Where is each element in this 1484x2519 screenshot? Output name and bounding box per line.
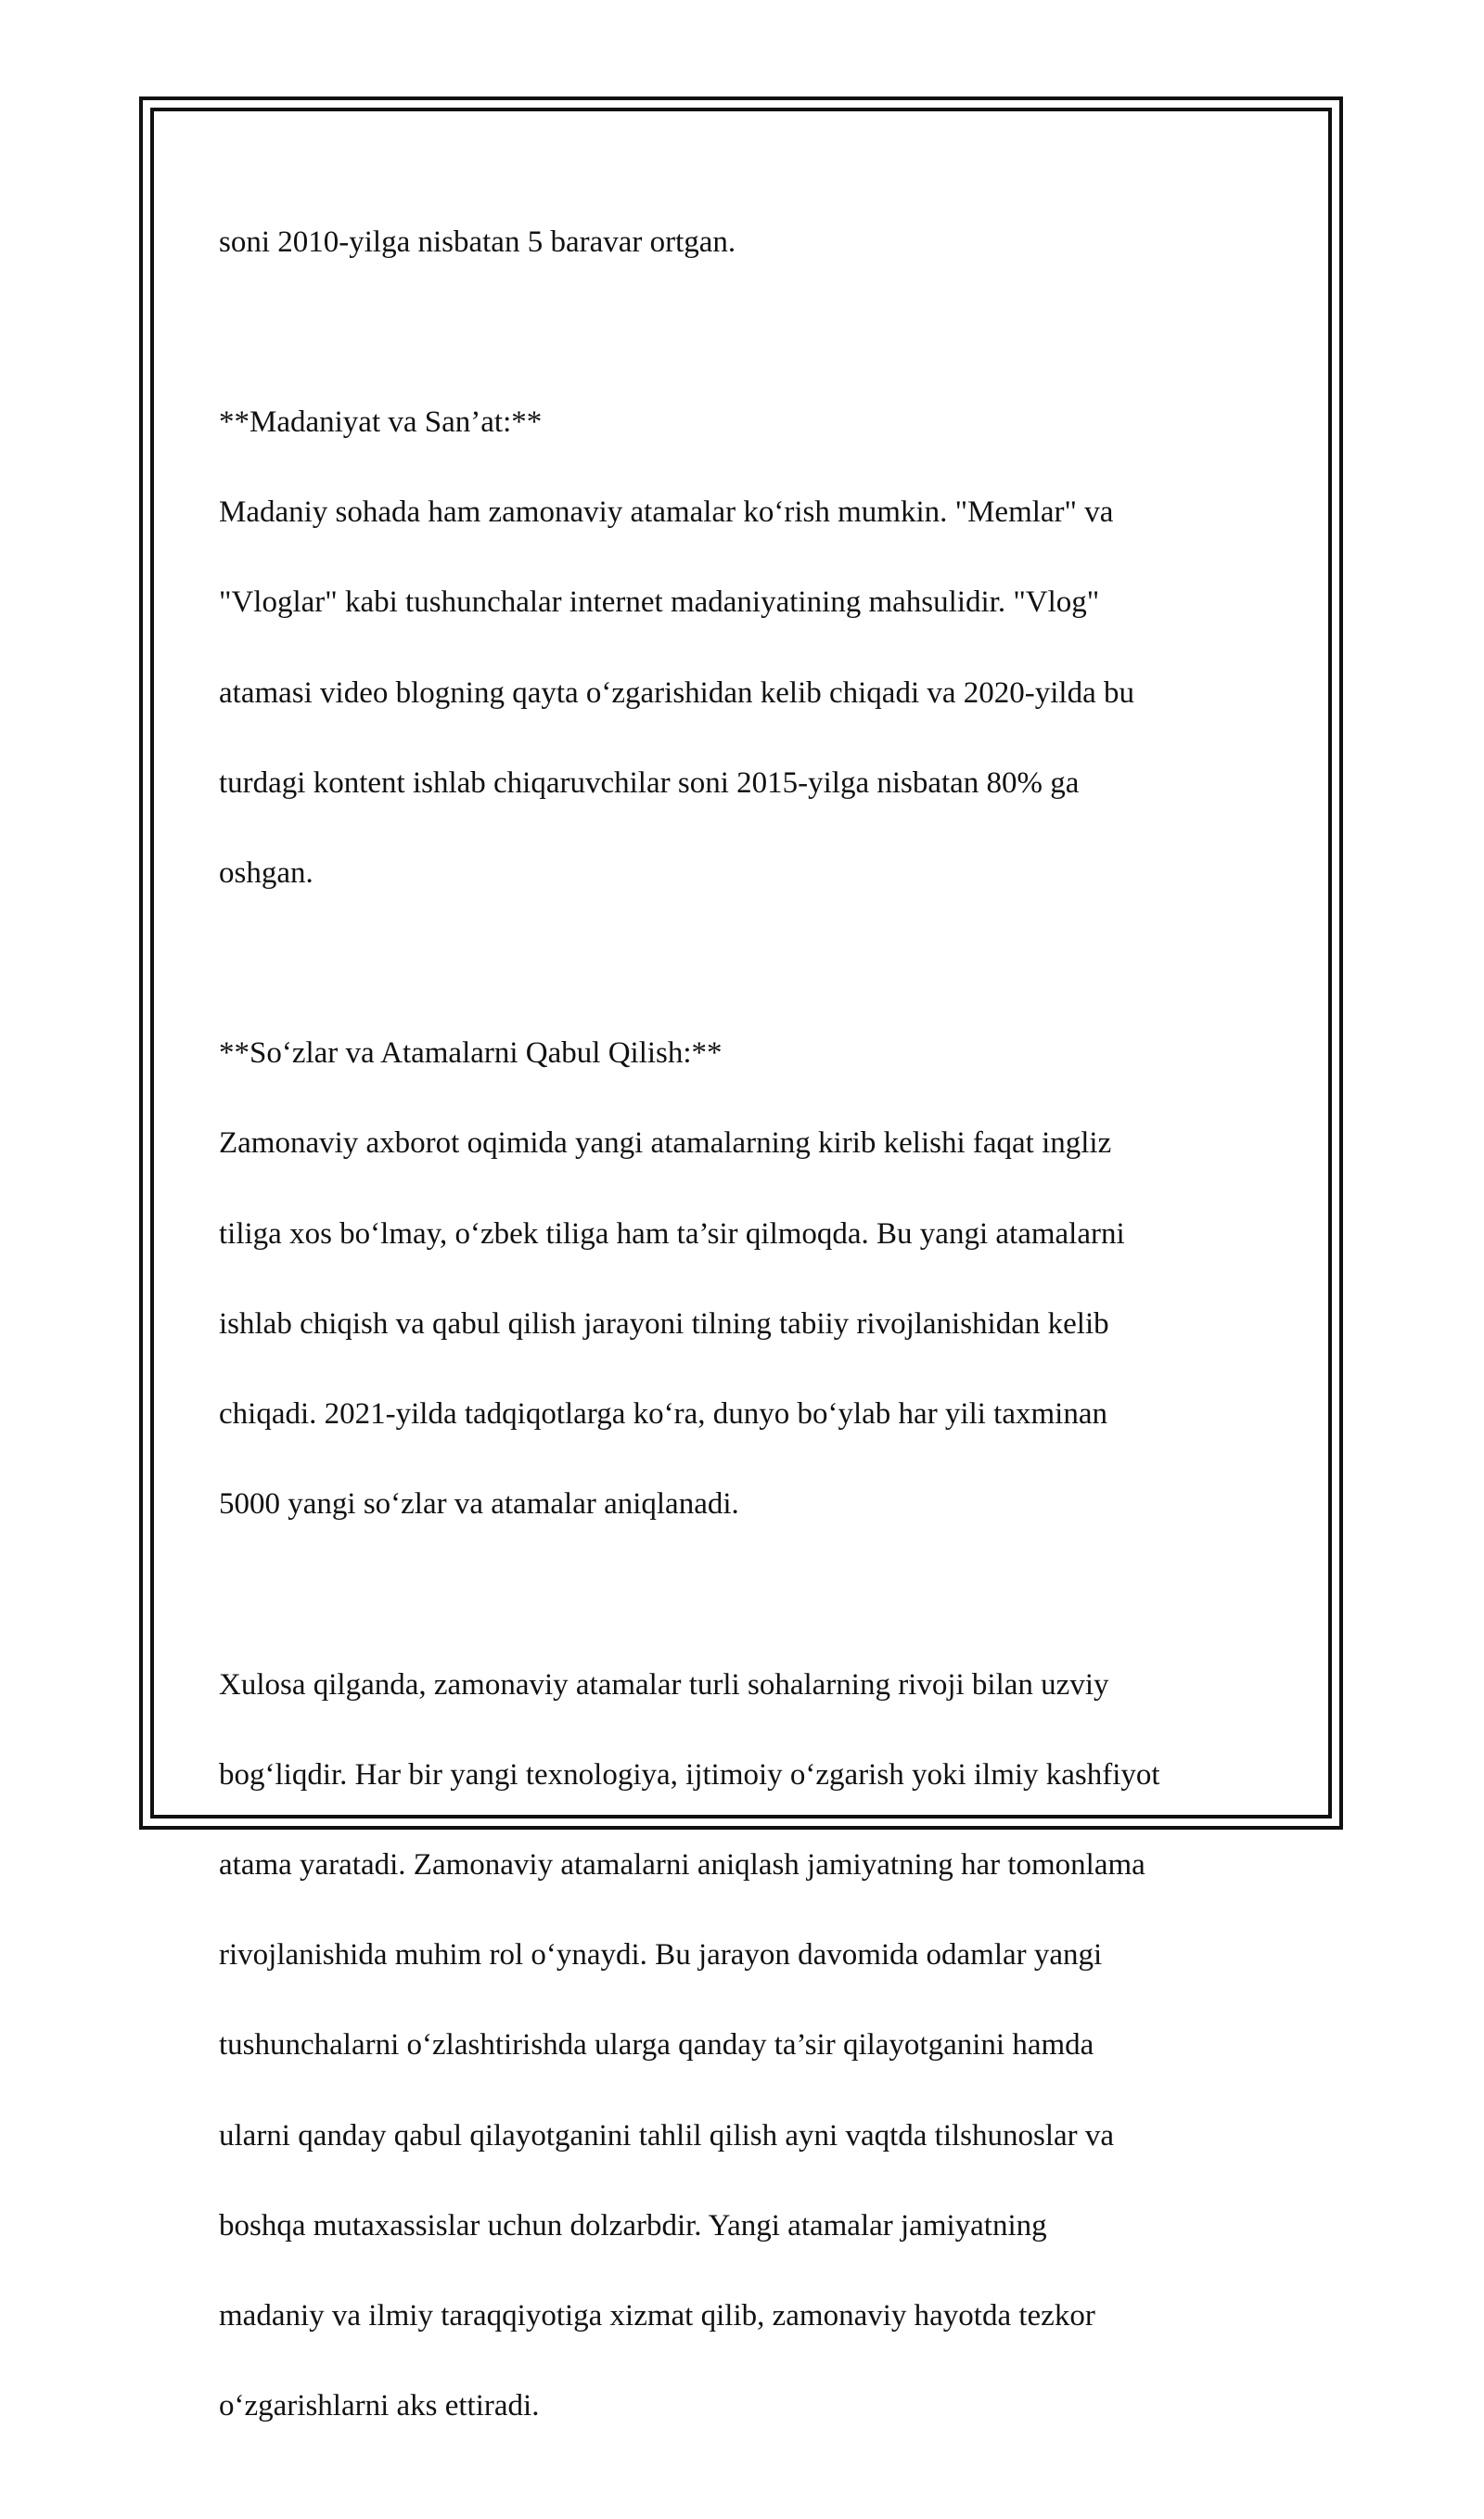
paragraph-conclusion [219, 1617, 1276, 2474]
text-line: 5000 yangi so‘zlar va atamalar aniqlanadi. [219, 1487, 739, 1522]
text-line: "Vloglar" kabi tushunchalar internet madaniyatining mahsulidir. "Vlog" [219, 585, 1100, 620]
text-line: madaniy va ilmiy taraqqiyotiga xizmat qilib, zamonaviy hayotda tezkor [219, 2298, 1095, 2333]
text-line: boshqa mutaxassislar uchun dolzarbdir. Yangi atamalar jamiyatning [219, 2208, 1047, 2243]
text-line: tushunchalarni o‘zlashtirishda ularga qanday ta’sir qilayotganini hamda [219, 2028, 1094, 2063]
text-line: bog‘liqdir. Har bir yangi texnologiya, ijtimoiy o‘zgarish yoki ilmiy kashfiyot [219, 1757, 1160, 1792]
section-heading: **So‘zlar va Atamalarni Qabul Qilish:** [219, 1036, 723, 1071]
text-line: soni 2010-yilga nisbatan 5 baravar ortgan. [219, 225, 736, 259]
text-line: tiliga xos bo‘lmay, o‘zbek tiliga ham ta’sir qilmoqda. Bu yangi atamalarni [219, 1216, 1125, 1251]
paragraph-continuation [219, 174, 1276, 310]
section-sozlar-va-atamalarni-qabul-qilish [219, 986, 1276, 1573]
text-line: Zamonaviy axborot oqimida yangi atamalarning kirib kelishi faqat ingliz [219, 1126, 1112, 1161]
text-line: ishlab chiqish va qabul qilish jarayoni tilning tabiiy rivojlanishidan kelib [219, 1306, 1109, 1341]
text-line: atama yaratadi. Zamonaviy atamalarni aniqlash jamiyatning har tomonlama [219, 1847, 1145, 1882]
text-line: chiqadi. 2021-yilda tadqiqotlarga ko‘ra, dunyo bo‘ylab har yili taxminan [219, 1397, 1107, 1432]
text-line: oshgan. [219, 855, 313, 890]
text-line: ularni qanday qabul qilayotganini tahlil qilish ayni vaqtda tilshunoslar va [219, 2118, 1115, 2153]
text-line: atamasi video blogning qayta o‘zgarishidan kelib chiqadi va 2020-yilda bu [219, 675, 1134, 710]
text-line: Xulosa qilganda, zamonaviy atamalar turli sohalarning rivoji bilan uzviy [219, 1667, 1109, 1702]
section-madaniyat-va-sanat [219, 354, 1276, 941]
section-heading: **Madaniyat va San’at:** [219, 405, 543, 439]
text-line: o‘zgarishlarni aks ettiradi. [219, 2389, 540, 2423]
text-line: rivojlanishida muhim rol o‘ynaydi. Bu jarayon davomida odamlar yangi [219, 1938, 1103, 1973]
text-line: Madaniy sohada ham zamonaviy atamalar ko‘rish mumkin. "Memlar" va [219, 495, 1114, 530]
text-line: turdagi kontent ishlab chiqaruvchilar soni 2015-yilga nisbatan 80% ga [219, 765, 1080, 800]
document-body [219, 174, 1276, 2519]
